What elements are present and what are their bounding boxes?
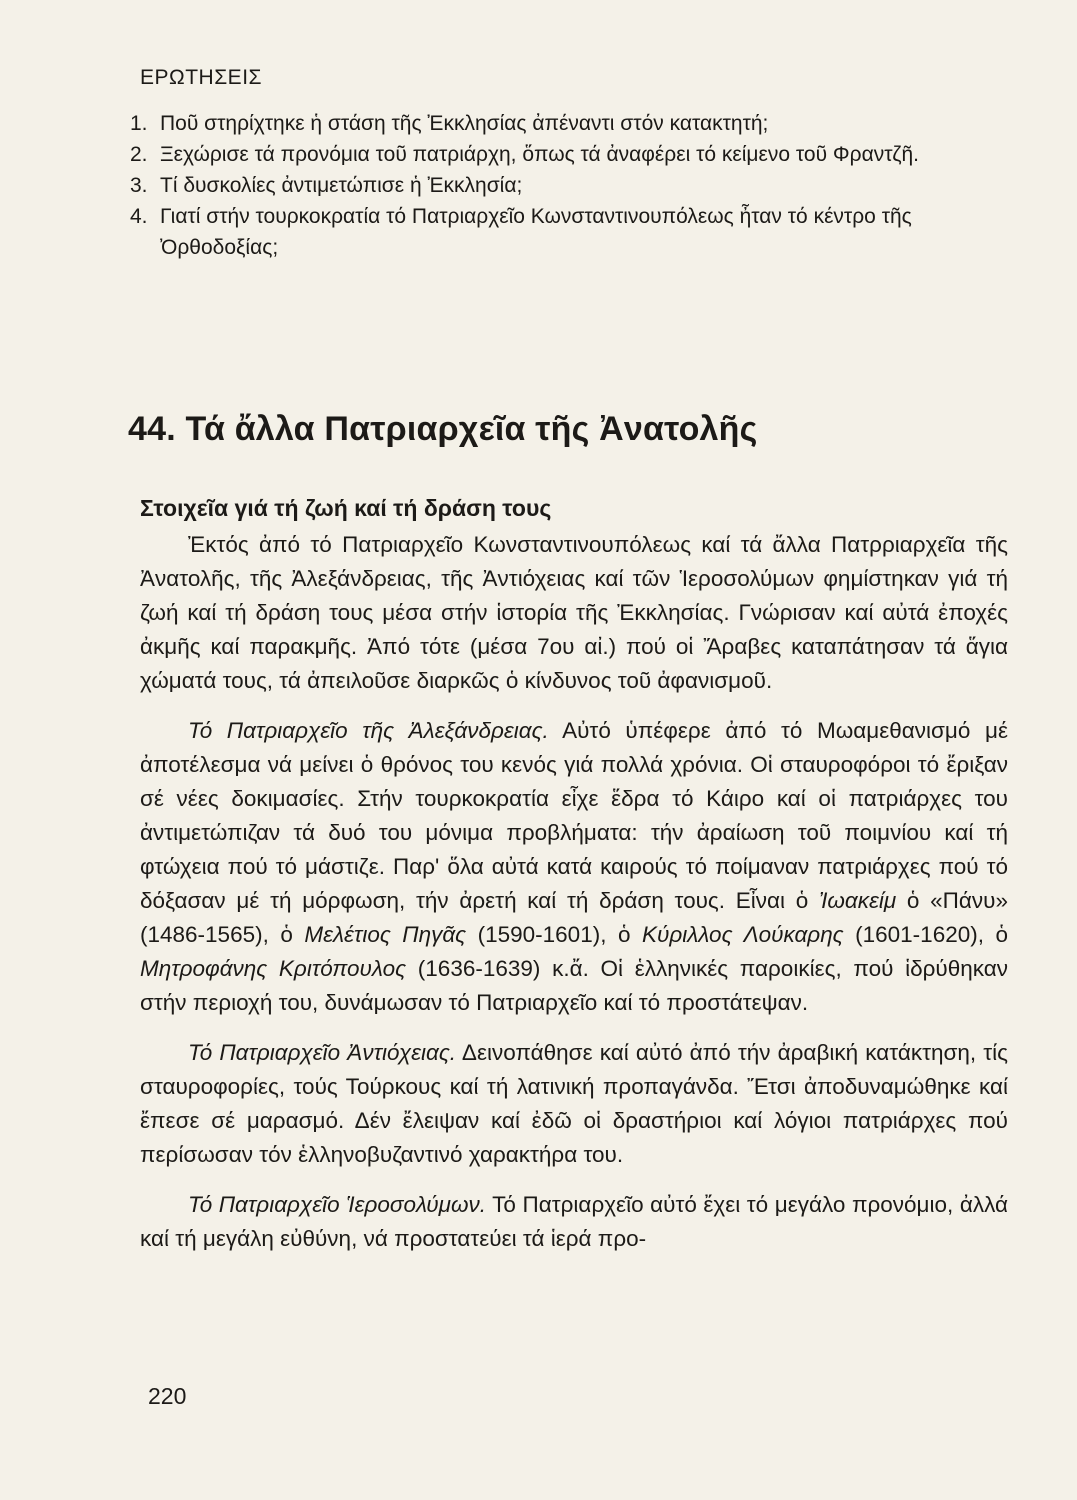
question-number: 2. [130,143,148,166]
person-name: Ἰωακείμ [818,888,897,913]
question-text: Ξεχώρισε τά προνόμια τοῦ πατριάρχη, ὅπως τά ἀναφέρει τό κείμενο τοῦ Φραντζῆ. [160,143,920,166]
person-name: Μητροφάνης Κριτόπουλος [140,956,407,981]
paragraph-lead: Τό Πατριαρχεῖο τῆς Ἀλεξάνδρειας. [188,718,549,743]
section-subtitle: Στοιχεῖα γιά τή ζωή καί τή δράση τους [140,495,552,521]
paragraph-lead: Τό Πατριαρχεῖο Ἱεροσολύμων. [188,1192,487,1217]
paragraph-text: Δεινοπάθησε καί αὐτό ἀπό τήν ἀραβική κατάκτηση, τίς σταυροφορίες, τούς Τούρκους καί τή λατινική προπαγάνδα. Ἔτσι ἀποδυναμώθηκε καί ἔπεσε σέ μαρασμό. Δέν ἔλειψαν καί ἐδῶ οἱ δραστήριοι καί λόγιοι πατριάρχες πού περίσωσαν τόν ἑλληνοβυζαντινό χαρακτήρα του. [140,1040,1008,1167]
paragraph-jerusalem [140,1188,1008,1256]
paragraph-alexandria [140,714,1008,1020]
paragraph-text: Τό Πατριαρχεῖο αὐτό ἔχει τό μεγάλο προνόμιο, ἀλλά καί τή μεγάλη εὐθύνη, νά προστατεύει τά ἱερά προ- [140,1192,1008,1251]
question-text: Ποῦ στηρίχτηκε ἡ στάση τῆς Ἐκκλησίας ἀπέναντι στόν κατακτητή; [160,112,769,135]
paragraph-text: Αὐτό ὑπέφερε ἀπό τό Μωαμεθανισμό μέ ἀποτέλεσμα νά μείνει ὁ θρόνος του κενός γιά πολλά χρόνια. Οἱ σταυροφόροι τό ἔριξαν σέ νέες δοκιμασίες. Στήν τουρκοκρατία εἶχε ἕδρα τό Κάιρο καί οἱ πατριάρχες του ἀντιμετώπιζαν τά δυό του μόνιμα προβλήματα: τήν ἀραίωση τοῦ ποιμνίου καί τή φτώχεια πού τό μάστιζε. Παρ' ὅλα αὐτά κατά καιρούς τό ποίμαναν πατριάρχες πού τό δόξασαν μέ τή μόρφωση, τήν ἀρετή καί τή δράση τους. Εἶναι ὁ [140,718,1008,913]
body-text [140,528,1008,1272]
paragraph-text: (1636-1639) κ.ἄ. Οἱ ἑλληνικές παροικίες, πού ἱδρύθηκαν στήν περιοχή του, δυνάμωσαν τό Πατριαρχεῖο καί τό προστάτεψαν. [140,956,1008,1015]
list-item [130,201,1000,263]
paragraph-intro: Ἐκτός ἀπό τό Πατριαρχεῖο Κωνσταντινουπόλεως καί τά ἄλλα Πατρριαρχεῖα τῆς Ἀνατολῆς, τῆς Ἀλεξάνδρειας, τῆς Ἀντιόχειας καί τῶν Ἱεροσολύμων φημίστηκαν γιά τή ζωή καί τή δράση τους μέσα στήν ἱστορία τῆς Ἐκκλησίας. Γνώρισαν καί αὐτά ἐποχές ἀκμῆς καί παρακμῆς. Ἀπό τότε (μέσα 7ου αἰ.) πού οἱ Ἄραβες καταπάτησαν τά ἅγια χώματά τους, τά ἀπειλοῦσε διαρκῶς ὁ κίνδυνος τοῦ ἀφανισμοῦ. [140,532,1008,693]
chapter-title: 44. Τά ἄλλα Πατριαρχεῖα τῆς Ἀνατολῆς [128,410,758,448]
list-item [130,108,1000,139]
person-name: Μελέτιος Πηγᾶς [304,922,467,947]
questions-heading: ΕΡΩΤΗΣΕΙΣ [140,66,263,89]
paragraph-text: (1590-1601), ὁ [466,922,642,947]
page-number: 220 [148,1383,187,1409]
question-text: Τί δυσκολίες ἀντιμετώπισε ἡ Ἐκκλησία; [160,174,523,197]
question-number: 3. [130,174,148,197]
question-number: 1. [130,112,148,135]
question-number: 4. [130,205,148,228]
questions-list [130,108,1000,263]
list-item [130,139,1000,170]
paragraph-lead: Τό Πατριαρχεῖο Ἀντιόχειας. [188,1040,457,1065]
paragraph-text: (1601-1620), ὁ [843,922,1008,947]
paragraph-antioch [140,1036,1008,1172]
person-name: Κύριλλος Λούκαρης [641,922,844,947]
question-text: Γιατί στήν τουρκοκρατία τό Πατριαρχεῖο Κωνσταντινουπόλεως ἦταν τό κέντρο τῆς Ὀρθοδοξίας; [160,205,912,259]
list-item [130,170,1000,201]
paragraph-text: ὁ «Πάνυ» (1486-1565), ὁ [140,888,1008,947]
